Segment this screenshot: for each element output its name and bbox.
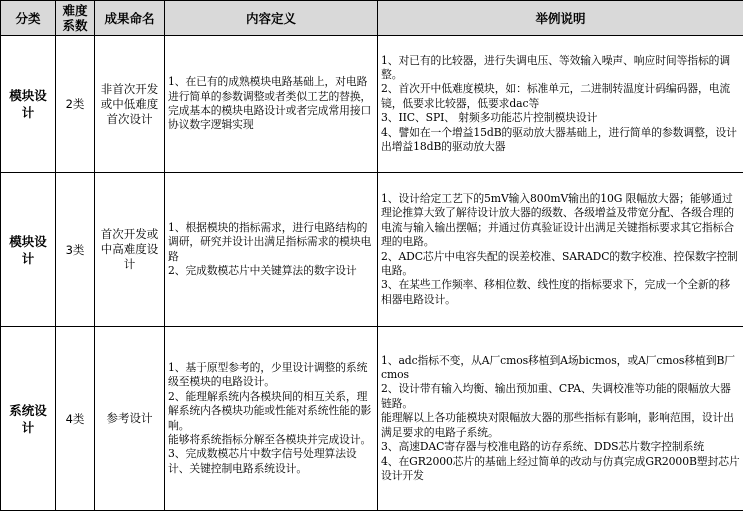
definition-line: 1、根据模块的指标需求，进行电路结构的调研，研究并设计出满足指标需求的模块电路 bbox=[168, 221, 374, 264]
definition-cell bbox=[165, 327, 378, 511]
header-row bbox=[1, 1, 743, 36]
example-line: 4、在GR2000芯片的基础上经过简单的改动与仿真完成GR2000B塑封芯片设计开发 bbox=[381, 455, 740, 484]
header-definition: 内容定义 bbox=[165, 1, 378, 36]
name-cell: 参考设计 bbox=[95, 327, 165, 511]
header-category: 分类 bbox=[1, 1, 56, 36]
header-difficulty: 难度系数 bbox=[56, 1, 95, 36]
example-line: 2、ADC芯片中电容失配的误差校准、SARADC的数字校准、控保数字控制电路。 bbox=[381, 250, 740, 279]
definition-line: 2、完成数模芯片中关键算法的数字设计 bbox=[168, 264, 374, 278]
example-line: 2、设计带有输入均衡、输出预加重、CPA、失调校准等功能的限幅放大器链路。 bbox=[381, 382, 740, 411]
definition-cell bbox=[165, 36, 378, 173]
example-line: 1、对已有的比较器，进行失调电压、等效输入噪声、响应时间等指标的调整。 bbox=[381, 54, 740, 83]
definition-line: 能够将系统指标分解至各模块并完成设计。 bbox=[168, 433, 374, 447]
definition-cell bbox=[165, 173, 378, 327]
difficulty-cell: 3类 bbox=[56, 173, 95, 327]
table-row bbox=[1, 36, 743, 173]
name-cell: 非首次开发或中低难度首次设计 bbox=[95, 36, 165, 173]
definition-line: 3、完成数模芯片中数字信号处理算法设计、关键控制电路系统设计。 bbox=[168, 447, 374, 476]
header-examples: 举例说明 bbox=[378, 1, 743, 36]
example-line: 3、在某些工作频率、移相位数、线性度的指标要求下，完成一个全新的移相器电路设计。 bbox=[381, 278, 740, 307]
example-line: 1、adc指标不变，从A厂cmos移植到A场bicmos，或A厂cmos移植到B厂cmos bbox=[381, 354, 740, 383]
difficulty-cell: 4类 bbox=[56, 327, 95, 511]
category-cell: 模块设计 bbox=[1, 173, 56, 327]
example-line: 1、设计给定工艺下的5mV输入800mV输出的10G 限幅放大器；能够通过理论推算大致了解待设计放大器的级数、各级增益及带宽分配、各级合理的电流与输入输出摆幅；并通过仿真验证设计出满足关键指标要求其它指标合理的电路。 bbox=[381, 192, 740, 250]
category-cell: 模块设计 bbox=[1, 36, 56, 173]
table-row bbox=[1, 327, 743, 511]
definition-line: 1、基于原型参考的，少里设计调整的系统级至模块的电路设计。 bbox=[168, 361, 374, 390]
example-line: 2、首次开中低难度模块，如：标准单元，二进制转温度计码编码器，电流镜，低要求比较器，低要求dac等 bbox=[381, 82, 740, 111]
header-name: 成果命名 bbox=[95, 1, 165, 36]
category-cell: 系统设计 bbox=[1, 327, 56, 511]
examples-cell bbox=[378, 173, 743, 327]
table-row bbox=[1, 173, 743, 327]
example-line: 能理解以上各功能模块对限幅放大器的那些指标有影响，影响范围，设计出满足要求的电路子系统。 bbox=[381, 411, 740, 440]
definition-line: 1、在已有的成熟模块电路基础上，对电路进行简单的参数调整或者类似工艺的替换，完成基本的模块电路设计或者完成常用接口协议数字逻辑实现 bbox=[168, 75, 374, 133]
definition-line: 2、能理解系统内各模块间的相互关系，理解系统内各模块功能或性能对系统性能的影响。 bbox=[168, 390, 374, 433]
example-line: 4、譬如在一个增益15dB的驱动放大器基础上，进行简单的参数调整，设计出增益18dB的驱动放大器 bbox=[381, 126, 740, 155]
example-line: 3、高速DAC寄存器与校准电路的访存系统、DDS芯片数字控制系统 bbox=[381, 440, 740, 454]
examples-cell bbox=[378, 36, 743, 173]
name-cell: 首次开发或中高难度设计 bbox=[95, 173, 165, 327]
example-line: 3、IIC、SPI、 射频多功能芯片控制模块设计 bbox=[381, 111, 740, 125]
examples-cell bbox=[378, 327, 743, 511]
difficulty-cell: 2类 bbox=[56, 36, 95, 173]
